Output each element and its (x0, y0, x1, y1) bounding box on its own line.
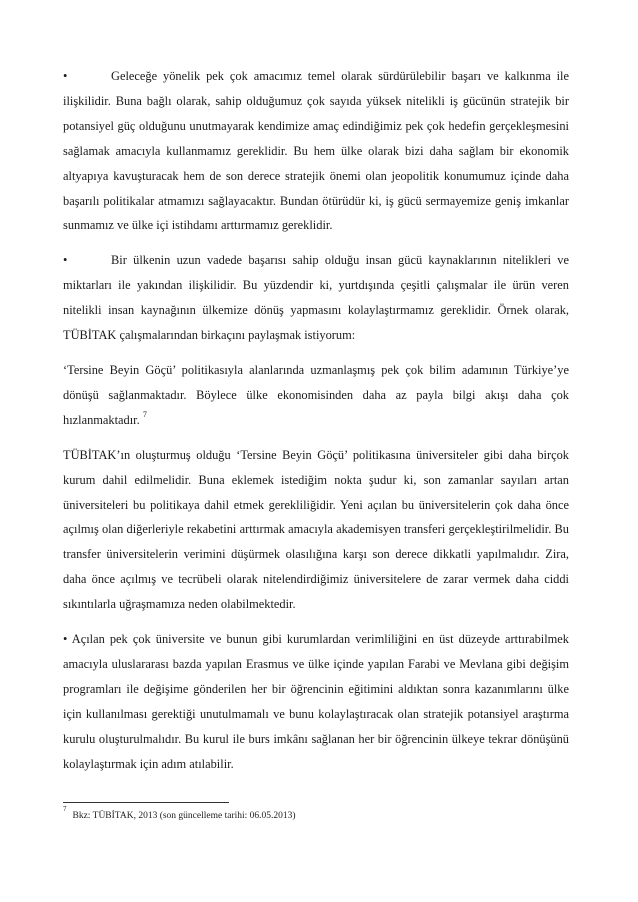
footnote (63, 804, 296, 822)
paragraph-2 (63, 248, 569, 348)
footnote-separator (63, 802, 229, 803)
footnote-text: Bkz: TÜBİTAK, 2013 (son güncelleme tarihi: 06.05.2013) (72, 811, 296, 821)
paragraph-5 (63, 627, 569, 776)
paragraph-4 (63, 443, 569, 617)
paragraph-1 (63, 64, 569, 238)
footnote-number: 7 (63, 804, 67, 813)
paragraph-text: Bir ülkenin uzun vadede başarısı sahip olduğu insan gücü kaynaklarının nitelikleri ve miktarları ile yakından ilişkilidir. Bu yüzdendir ki, yurtdışında çeşitli çalışmalar ile ürün veren nitelikli insan kaynağının ülkemize dönüş yapmasını kolaylaştırmamız gereklidir. Örnek olarak, TÜBİTAK çalışmalarından birkaçını paylaşmak istiyorum: (63, 253, 569, 343)
bullet-marker: • (63, 253, 68, 268)
bullet-marker: • (63, 69, 68, 83)
paragraph-text: TÜBİTAK’ın oluşturmuş olduğu ‘Tersine Beyin Göçü’ politikasına üniversiteler gibi daha birçok kurum dahil edilmelidir. Buna eklemek istediğim nokta şudur ki, son zamanlar sayıları artan üniversiteleri bu politikaya dahil etmek gerekliliğidir. Yeni açılan bu üniversitelerin çok daha önce açılmış olan diğerleriyle rekabetini arttırmak amacıyla akademisyen transferi gerçekleştirilmelidir. Bu transfer üniversitelerin verimini düşürmek olasılığına karşı son derece dikkatli yapılmalıdır. Zira, daha önce açılmış ve tecrübeli olarak nitelendirdiğimiz üniversitelere de zarar vermek daha ciddi sıkıntılarla uğraşmamıza neden olabilmektedir. (63, 447, 569, 612)
document-body (63, 64, 569, 786)
paragraph-text: Açılan pek çok üniversite ve bunun gibi kurumlardan verimliliğini en üst düzeyde arttırabilmek amacıyla uluslararası bazda yapılan Erasmus ve ülke içinde yapılan Farabi ve Mevlana gibi değişim programları ile değişime gönderilen her bir öğrencinin eğitimini aldıktan sonra kazanımlarını ülke için kullanılması gerektiği unutulmamalı ve bunu kolaylaştıracak olan stratejik potansiyel araştırma kurulu oluşturulmalıdır. Bu kurul ile burs imkânı sağlanan her bir öğrencinin ülkeye tekrar dönüşünü kolaylaştırmak için adım atılabilir. (63, 632, 569, 771)
footnote-reference[interactable]: 7 (142, 409, 147, 419)
paragraph-text: ‘Tersine Beyin Göçü’ politikasıyla alanlarında uzmanlaşmış pek çok bilim adamının Türkiye’ye dönüşü sağlanmaktadır. Böylece ülke ekonomisinden daha az payla bilgi akışı daha çok hızlanmaktadır. (63, 362, 569, 427)
paragraph-3 (63, 358, 569, 433)
bullet-marker: • (63, 632, 68, 647)
paragraph-text: Geleceğe yönelik pek çok amacımız temel olarak sürdürülebilir başarı ve kalkınma ile ilişkilidir. Buna bağlı olarak, sahip olduğumuz çok sayıda yüksek nitelikli iş gücünün stratejik bir potansiyel güç olduğunu unutmayarak kendimize amaç edindiğimiz pek çok hedefin gerçekleşmesini sağlamak amacıyla kullanmamız gereklidir. Bu hem ülke olarak bizi daha sağlam bir ekonomik altyapıya kavuşturacak hem de son derece stratejik önemi olan jeopolitik konumumuz içinde daha başarılı politikalar atmamızı sağlayacaktır. Bundan ötürüdür ki, iş gücü sermayemize geniş imkanlar sunmamız ve ülke içi istihdamı arttırmamız gereklidir. (63, 69, 569, 233)
